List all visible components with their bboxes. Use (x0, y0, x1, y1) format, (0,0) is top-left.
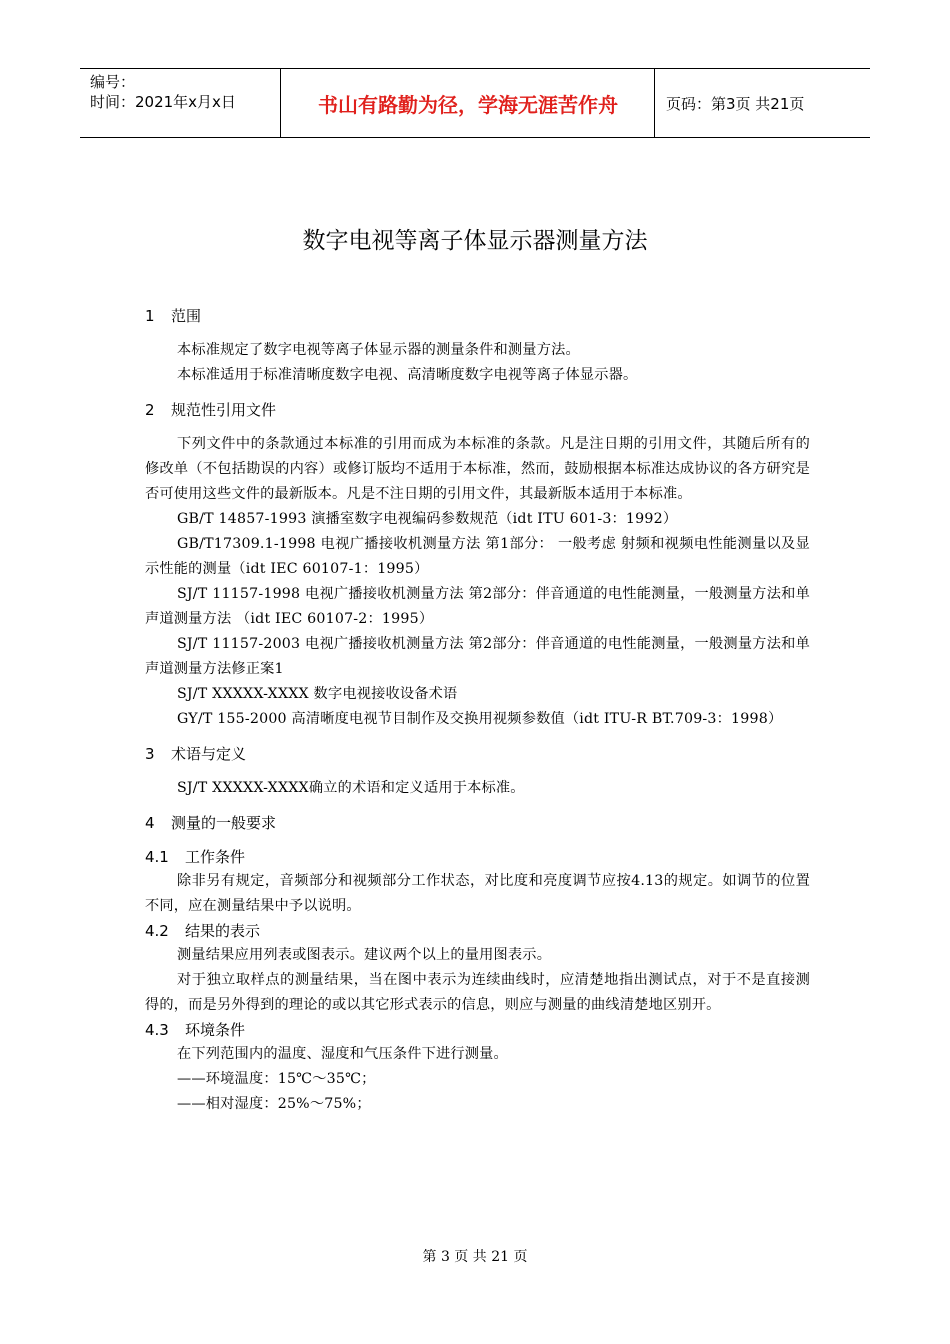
reference-item: GB/T 14857-1993 演播室数字电视编码参数规范（idt ITU 601-3：1992） (177, 511, 678, 527)
header-divider (280, 69, 281, 137)
section-heading: 2 规范性引用文件 (145, 401, 277, 419)
section-heading: 1 范围 (145, 307, 202, 325)
subsection-heading: 4.1 工作条件 (145, 848, 246, 866)
section-heading: 3 术语与定义 (145, 745, 247, 763)
paragraph: 在下列范围内的温度、湿度和气压条件下进行测量。 (177, 1046, 508, 1062)
header-table (80, 68, 870, 138)
header-meta (80, 69, 280, 137)
subsection-heading: 4.2 结果的表示 (145, 922, 261, 940)
reference-item: SJ/T 11157-2003 电视广播接收机测量方法 第2部分：伴音通道的电性能测量，一般测量方法和单声道测量方法修正案1 (145, 636, 810, 677)
paragraph: 除非另有规定，音频部分和视频部分工作状态，对比度和亮度调节应按4.13的规定。如调节的位置不同，应在测量结果中予以说明。 (145, 873, 810, 914)
header-page-info: 页码：第3页 共21页 (666, 94, 805, 113)
paragraph: 下列文件中的条款通过本标准的引用而成为本标准的条款。凡是注日期的引用文件，其随后所有的修改单（不包括勘误的内容）或修订版均不适用于本标准，然而，鼓励根据本标准达成协议的各方研究是否可使用这些文件的最新版本。凡是不注日期的引用文件，其最新版本适用于本标准。 (145, 436, 810, 502)
header-motto: 书山有路勤为径，学海无涯苦作舟 (318, 92, 618, 117)
reference-item: GB/T17309.1-1998 电视广播接收机测量方法 第1部分： 一般考虑 射频和视频电性能测量以及显示性能的测量（idt IEC 60107-1：1995） (145, 536, 810, 577)
header-divider (654, 69, 655, 137)
subsection-heading: 4.3 环境条件 (145, 1021, 246, 1039)
paragraph: 测量结果应用列表或图表示。建议两个以上的量用图表示。 (177, 947, 552, 963)
date-label: 时间：2021年x月x日 (90, 93, 236, 111)
paragraph: 对于独立取样点的测量结果，当在图中表示为连续曲线时，应清楚地指出测试点，对于不是直接测得的，而是另外得到的理论的或以其它形式表示的信息，则应与测量的曲线清楚地区别开。 (145, 972, 810, 1013)
paragraph: 本标准适用于标准清晰度数字电视、高清晰度数字电视等离子体显示器。 (177, 367, 638, 383)
section-heading: 4 测量的一般要求 (145, 814, 277, 832)
number-label: 编号： (90, 73, 136, 91)
page-footer: 第 3 页 共 21 页 (422, 1249, 528, 1265)
document-title: 数字电视等离子体显示器测量方法 (302, 228, 648, 254)
reference-item: SJ/T XXXXX-XXXX 数字电视接收设备术语 (177, 686, 458, 702)
list-item: ——相对湿度：25%～75%； (177, 1096, 371, 1112)
list-item: ——环境温度：15℃～35℃； (177, 1071, 376, 1087)
reference-item: SJ/T 11157-1998 电视广播接收机测量方法 第2部分：伴音通道的电性能测量，一般测量方法和单声道测量方法 （idt IEC 60107-2：1995） (145, 586, 810, 627)
document-body (145, 304, 810, 1117)
reference-item: GY/T 155-2000 高清晰度电视节目制作及交换用视频参数值（idt ITU-R BT.709-3：1998） (177, 711, 783, 727)
paragraph: SJ/T XXXXX-XXXX确立的术语和定义适用于本标准。 (177, 780, 525, 796)
paragraph: 本标准规定了数字电视等离子体显示器的测量条件和测量方法。 (177, 342, 580, 358)
